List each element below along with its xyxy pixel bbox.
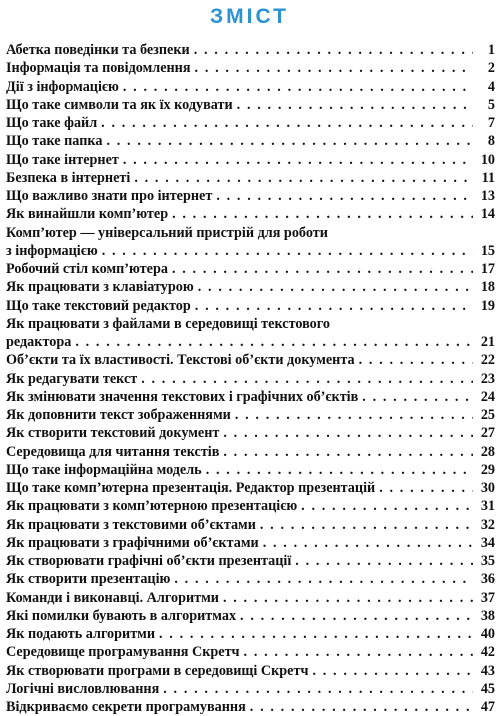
toc-entry-row — [6, 370, 495, 388]
dot-leader — [216, 187, 473, 205]
toc-entry-page-number: 19 — [480, 297, 495, 314]
toc-entry-title: Робочий стіл комп’ютера — [6, 261, 168, 277]
toc-entry-title: Які помилки бувають в алгоритмах — [6, 607, 237, 624]
dot-leader — [172, 205, 473, 223]
toc-entry-page-number: 27 — [480, 425, 495, 442]
toc-entry-title: Середовище програмування Скретч — [6, 644, 240, 661]
dot-leader — [250, 698, 473, 716]
toc-entry-page-number: 36 — [480, 571, 495, 588]
toc-entry-page-number: 11 — [481, 169, 495, 186]
toc-entry-title: Як створювати графічні об’єкти презентації — [6, 553, 292, 569]
toc-entry-row — [6, 187, 495, 205]
toc-entry-title: Що таке текстовий редактор — [6, 297, 191, 314]
toc-entry-title: редактора — [6, 334, 72, 350]
toc-entry-title: Як змінювати значення текстових і графічних об’єктів — [6, 388, 359, 405]
toc-entry-page-number: 38 — [480, 607, 495, 624]
toc-entry — [6, 315, 495, 352]
dot-leader — [194, 41, 473, 59]
toc-entry-title: Як працювати з комп’ютерною презентацією — [6, 498, 298, 515]
dot-leader — [206, 461, 473, 479]
toc-entry-page-number: 43 — [480, 662, 495, 679]
dot-leader — [223, 443, 473, 461]
toc-entry-page-number: 35 — [480, 553, 495, 569]
toc-entry-title: Логічні висловлювання — [6, 680, 160, 697]
toc-entry-page-number: 47 — [480, 699, 495, 715]
dot-leader — [198, 278, 473, 296]
dot-leader — [101, 114, 473, 132]
toc-entry-title: Середовища для читання текстів — [6, 443, 220, 460]
toc-entry-page-number: 25 — [480, 407, 495, 423]
dot-leader — [260, 516, 473, 534]
toc-entry — [6, 516, 495, 534]
toc-entry-page-number: 34 — [480, 534, 495, 551]
toc-entry-row — [6, 643, 495, 661]
dot-leader — [244, 643, 473, 661]
toc-entry-page-number: 22 — [480, 352, 495, 369]
toc-entry — [6, 205, 495, 223]
dot-leader — [102, 242, 473, 260]
toc-entry — [6, 41, 495, 59]
toc-entry-row — [6, 333, 495, 351]
toc-entry-page-number: 18 — [480, 279, 495, 296]
toc-entry-title: Як редагувати текст — [6, 370, 138, 387]
toc-entry — [6, 278, 495, 296]
toc-entry-page-number: 28 — [480, 443, 495, 460]
toc-entry-row — [6, 297, 495, 315]
toc-entry-title-line: Як працювати з файлами в середовищі текстового — [6, 315, 330, 332]
toc-entry-row — [6, 59, 495, 77]
toc-entry-row — [6, 406, 495, 424]
toc-entry — [6, 370, 495, 388]
toc-entry — [6, 78, 495, 96]
toc-entry-row — [6, 424, 495, 442]
toc-entry-title: Як доповнити текст зображеннями — [6, 407, 231, 423]
toc-entry-title: Як працювати з клавіатурою — [6, 279, 194, 296]
dot-leader — [195, 59, 473, 77]
toc-entry-page-number: 13 — [480, 188, 495, 204]
dot-leader — [263, 534, 473, 552]
toc-entry-title: з інформацією — [6, 242, 98, 259]
toc-entry — [6, 443, 495, 461]
dot-leader — [75, 333, 473, 351]
toc-entry-title: Як працювати з графічними об’єктами — [6, 534, 259, 551]
toc-entry-page-number: 14 — [480, 206, 495, 223]
toc-entry-row — [6, 662, 495, 680]
toc-entry-row — [6, 698, 495, 716]
dot-leader — [379, 479, 473, 497]
toc-entry-title: Як працювати з текстовими об’єктами — [6, 516, 256, 533]
toc-entry-row — [6, 388, 495, 406]
dot-leader — [141, 370, 473, 388]
dot-leader — [237, 96, 473, 114]
page-title: ЗМІСТ — [210, 5, 289, 28]
toc-entry — [6, 224, 495, 261]
toc-entry — [6, 59, 495, 77]
toc-entry-page-number: 32 — [480, 516, 495, 533]
toc-entry — [6, 424, 495, 442]
toc-entry-row — [6, 589, 495, 607]
toc-entry — [6, 260, 495, 278]
toc-entry-title: Що таке файл — [6, 115, 98, 131]
toc-entry-row — [6, 607, 495, 625]
toc-entry-title: Що важливо знати про інтернет — [6, 188, 213, 204]
dot-leader — [362, 388, 473, 406]
toc-entry-page-number: 8 — [487, 133, 495, 150]
dot-leader — [223, 424, 473, 442]
toc-entry-page-number: 42 — [480, 644, 495, 661]
dot-leader — [359, 351, 473, 369]
toc-entry-title: Що таке символи та як їх кодувати — [6, 96, 233, 113]
toc-entry-title: Абетка поведінки та безпеки — [6, 42, 190, 58]
toc-entry-row — [6, 96, 495, 114]
dot-leader — [195, 297, 473, 315]
toc-entry — [6, 96, 495, 114]
toc-entry-row — [6, 680, 495, 698]
table-of-contents — [6, 41, 495, 716]
toc-entry-row — [6, 169, 495, 187]
toc-entry-page-number: 37 — [480, 589, 495, 606]
toc-entry-title: Що таке інформаційна модель — [6, 461, 202, 478]
toc-entry — [6, 406, 495, 424]
toc-entry-page-number: 45 — [480, 680, 495, 697]
toc-entry — [6, 169, 495, 187]
dot-leader — [123, 151, 473, 169]
toc-entry-page-number: 15 — [480, 242, 495, 259]
dot-leader — [295, 552, 473, 570]
dot-leader — [312, 662, 473, 680]
toc-entry-page-number: 5 — [487, 96, 495, 113]
toc-entry-title: Безпека в інтернеті — [6, 169, 131, 186]
dot-leader — [174, 570, 473, 588]
toc-entry-title: Як створити презентацію — [6, 571, 171, 588]
toc-entry-page-number: 7 — [487, 115, 495, 131]
toc-entry-page-number: 40 — [480, 626, 495, 642]
toc-entry-title: Команди і виконавці. Алгоритми — [6, 589, 219, 606]
toc-entry-row — [6, 260, 495, 278]
dot-leader — [106, 132, 473, 150]
toc-entry-title: Як створити текстовий документ — [6, 425, 220, 442]
toc-entry — [6, 461, 495, 479]
toc-entry-row — [6, 114, 495, 132]
toc-entry-row — [6, 132, 495, 150]
toc-entry-title: Інформація та повідомлення — [6, 60, 191, 77]
toc-entry — [6, 479, 495, 497]
toc-entry — [6, 351, 495, 369]
toc-entry — [6, 552, 495, 570]
toc-entry-row — [6, 242, 495, 260]
toc-entry-title: Об’єкти та їх властивості. Текстові об’єкти документа — [6, 352, 355, 369]
toc-entry-title: Дії з інформацією — [6, 78, 119, 95]
toc-entry — [6, 589, 495, 607]
toc-entry — [6, 698, 495, 716]
toc-entry — [6, 297, 495, 315]
toc-entry-page-number: 29 — [480, 461, 495, 478]
toc-entry-title: Як винайшли комп’ютер — [6, 206, 169, 223]
toc-entry-row — [6, 443, 495, 461]
toc-entry-row — [6, 625, 495, 643]
toc-entry-title: Відкриваємо секрети програмування — [6, 699, 246, 715]
toc-entry — [6, 680, 495, 698]
toc-entry — [6, 151, 495, 169]
toc-entry-title-line: Комп’ютер — універсальний пристрій для роботи — [6, 224, 328, 241]
toc-entry-page-number: 2 — [487, 60, 495, 77]
toc-entry-row — [6, 205, 495, 223]
toc-entry — [6, 114, 495, 132]
toc-entry-row — [6, 351, 495, 369]
toc-entry-row — [6, 461, 495, 479]
toc-entry-title: Що таке інтернет — [6, 151, 119, 168]
toc-entry-title: Що таке комп’ютерна презентація. Редактор презентацій — [6, 480, 376, 496]
toc-entry-row — [6, 552, 495, 570]
toc-entry — [6, 187, 495, 205]
toc-entry-row — [6, 479, 495, 497]
toc-entry — [6, 388, 495, 406]
toc-entry — [6, 534, 495, 552]
toc-entry-page-number: 23 — [480, 370, 495, 387]
toc-entry — [6, 625, 495, 643]
toc-entry — [6, 607, 495, 625]
toc-entry — [6, 570, 495, 588]
toc-entry-title: Що таке папка — [6, 133, 103, 150]
toc-entry-row — [6, 278, 495, 296]
dot-leader — [159, 625, 473, 643]
dot-leader — [240, 607, 473, 625]
toc-entry-page-number: 31 — [480, 498, 495, 515]
dot-leader — [134, 169, 473, 187]
toc-entry-page-number: 24 — [480, 388, 495, 405]
toc-entry-row — [6, 570, 495, 588]
dot-leader — [235, 406, 473, 424]
toc-entry-title: Як створювати програми в середовищі Скретч — [6, 662, 309, 679]
toc-entry-row — [6, 151, 495, 169]
toc-entry — [6, 643, 495, 661]
toc-entry-row — [6, 516, 495, 534]
dot-leader — [172, 260, 473, 278]
toc-entry-row — [6, 41, 495, 59]
toc-entry — [6, 132, 495, 150]
dot-leader — [123, 78, 473, 96]
toc-entry — [6, 662, 495, 680]
toc-entry-page-number: 21 — [480, 334, 495, 350]
toc-entry-row — [6, 497, 495, 515]
dot-leader — [301, 497, 473, 515]
toc-entry-page-number: 17 — [480, 261, 495, 277]
toc-entry-row — [6, 534, 495, 552]
toc-entry-page-number: 10 — [480, 151, 495, 168]
toc-entry-row — [6, 78, 495, 96]
dot-leader — [223, 589, 473, 607]
toc-entry — [6, 497, 495, 515]
toc-entry-page-number: 4 — [487, 78, 495, 95]
dot-leader — [163, 680, 473, 698]
toc-entry-page-number: 30 — [480, 480, 495, 496]
toc-entry-title: Як подають алгоритми — [6, 626, 156, 642]
toc-entry-page-number: 1 — [487, 42, 495, 58]
